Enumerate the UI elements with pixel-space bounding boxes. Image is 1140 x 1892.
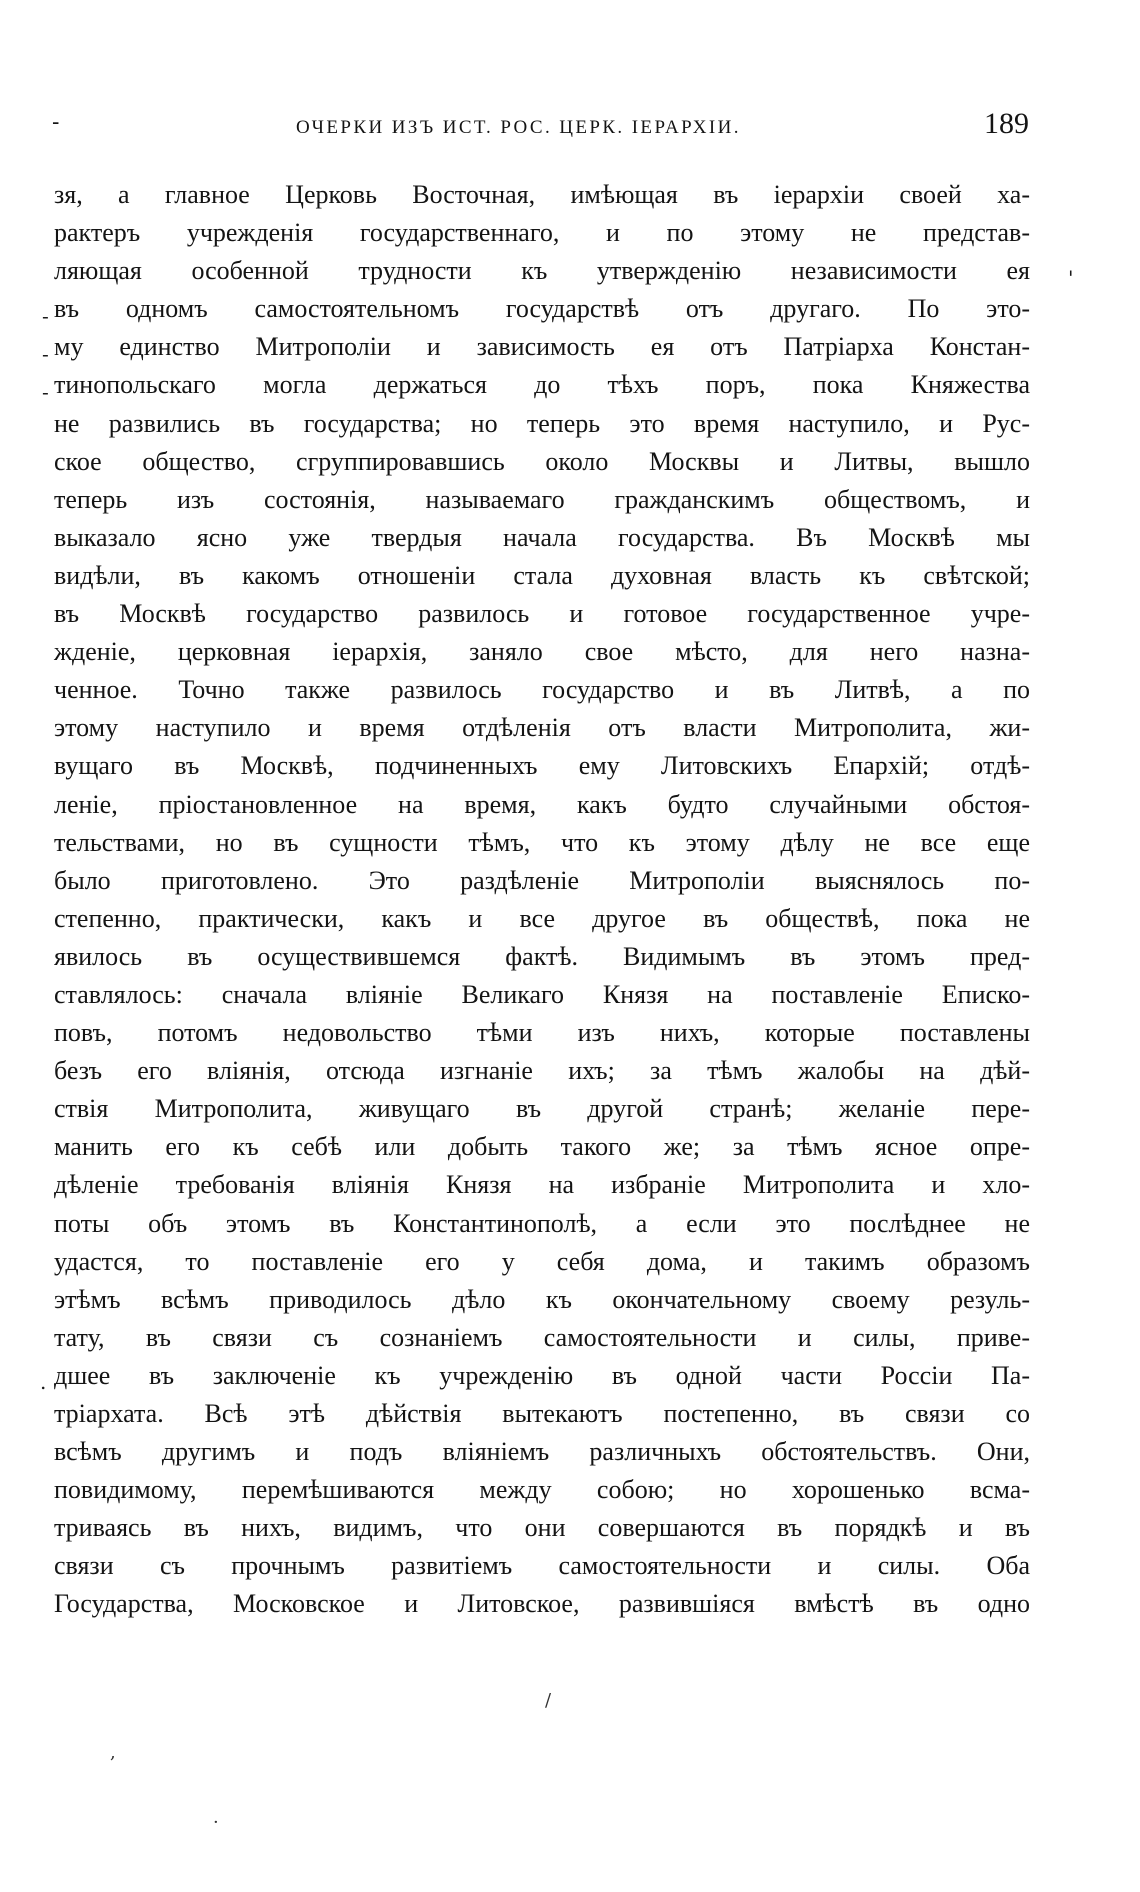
text-line: въ Москвѣ государство развилось и готовое государственное учре- [54,599,1030,629]
text-line: связи съ прочнымъ развитіемъ самостоятельности и силы. Оба [54,1551,1030,1581]
text-line: леніе, пріостановленное на время, какъ будто случайными обстоя- [54,789,1030,819]
text-line: поты объ этомъ въ Константинополѣ, а если это послѣднее не [54,1208,1030,1238]
text-line: тріархата. Всѣ этѣ дѣйствія вытекаютъ постепенно, въ связи со [54,1399,1030,1428]
running-title: ОЧЕРКИ ИЗЪ ИСТ. РОС. ЦЕРК. IЕРАРХIИ. [296,117,741,138]
margin-tick-icon: ' [1068,266,1074,290]
text-line: зя, а главное Церковь Восточная, имѣющая въ іерархіи своей ха- [54,180,1030,209]
text-line: удастся, то поставленіе его у себя дома, и такимъ образомъ [54,1246,1030,1276]
margin-tick-icon: - [42,304,49,328]
text-line: повъ, потомъ недовольство тѣми изъ нихъ, которые поставлены [54,1018,1030,1048]
text-line: триваясь въ нихъ, видимъ, что они совершаются въ порядкѣ и въ [54,1513,1030,1543]
text-line: явилось въ осуществившемся фактѣ. Видимымъ въ этомъ пред- [54,941,1030,971]
text-line: ставлялось: сначала вліяніе Великаго Князя на поставленіе Еписко- [54,979,1030,1009]
text-line: тату, въ связи съ сознаніемъ самостоятельности и силы, приве- [54,1322,1030,1352]
body-text [54,176,1030,1624]
text-line: этому наступило и время отдѣленія отъ власти Митрополита, жи- [54,713,1030,743]
text-line: ское общество, сгруппировавшись около Москвы и Литвы, вышло [54,446,1030,476]
running-header [52,106,1032,146]
text-line: тельствами, но въ сущности тѣмъ, что къ этому дѣлу не все еще [54,827,1030,857]
text-line: вущаго въ Москвѣ, подчиненныхъ ему Литовскихъ Епархій; отдѣ- [54,751,1030,781]
ink-speck-icon: · [213,1812,219,1833]
text-line: степенно, практически, какъ и все другое въ обществѣ, пока не [54,903,1030,933]
text-line: Государства, Московское и Литовское, развившіяся вмѣстѣ въ одно [54,1589,1030,1619]
text-line: му единство Митрополіи и зависимость ея отъ Патріарха Констан- [54,332,1030,362]
margin-tick-icon: - [42,380,49,404]
text-line: манить его къ себѣ или добыть такого же; за тѣмъ ясное опре- [54,1132,1030,1162]
margin-tick-icon: - [42,342,49,366]
text-line: рактеръ учрежденія государственнаго, и по этому не представ- [54,218,1030,248]
margin-dash: - [52,110,60,135]
text-line: въ одномъ самостоятельномъ государствѣ отъ другаго. По это- [54,294,1030,324]
text-line: видѣли, въ какомъ отношеніи стала духовная власть къ свѣтской; [54,560,1030,590]
text-line: ченное. Точно также развилось государство и въ Литвѣ, а по [54,675,1030,705]
page-number: 189 [984,107,1029,140]
text-line: не развились въ государства; но теперь это время наступило, и Рус- [54,408,1030,438]
text-line: ствія Митрополита, живущаго въ другой странѣ; желаніе пере- [54,1094,1030,1124]
text-line: этѣмъ всѣмъ приводилось дѣло къ окончательному своему резуль- [54,1284,1030,1314]
text-line: теперь изъ состоянія, называемаго гражданскимъ обществомъ, и [54,484,1030,514]
text-line: повидимому, перемѣшиваются между собою; но хорошенько всма- [54,1475,1030,1505]
text-line: ляющая особенной трудности къ утвержденію независимости ея [54,256,1030,286]
text-line: было приготовлено. Это раздѣленіе Митрополіи выяснялось по- [54,865,1030,895]
text-line: выказало ясно уже твердыя начала государства. Въ Москвѣ мы [54,522,1030,552]
text-line: дшее въ заключеніе къ учрежденію въ одной части Россіи Па- [54,1360,1030,1390]
margin-tick-icon: . [40,1370,47,1394]
text-line: всѣмъ другимъ и подъ вліяніемъ различныхъ обстоятельствъ. Они, [54,1437,1030,1467]
ink-speck-icon: , [110,1742,116,1763]
text-line: безъ его вліянія, отсюда изгнаніе ихъ; за тѣмъ жалобы на дѣй- [54,1056,1030,1086]
text-line: тинопольскаго могла держаться до тѣхъ поръ, пока Княжества [54,370,1030,400]
ink-speck-icon: / [545,1690,552,1711]
text-line: жденіе, церковная іерархія, заняло свое мѣсто, для него назна- [54,637,1030,667]
text-line: дѣленіе требованія вліянія Князя на избраніе Митрополита и хло- [54,1170,1030,1200]
